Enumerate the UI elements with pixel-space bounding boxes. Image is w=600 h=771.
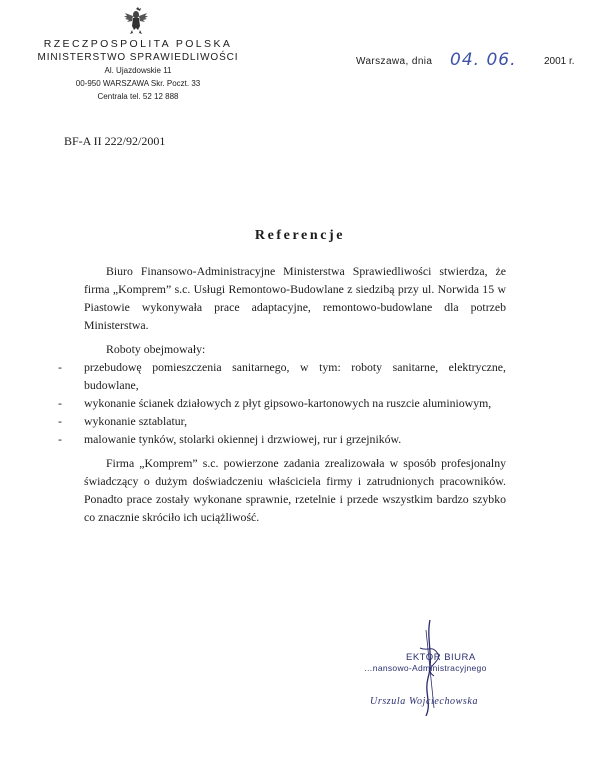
letterhead-street: Al. Ujazdowskie 11 [104,66,172,75]
list-item [58,412,506,430]
reference-number: BF-A II 222/92/2001 [64,134,166,148]
date-label: Warszawa, dnia [356,56,433,67]
paragraph-scope: Roboty obejmowały: [106,342,206,356]
official-stamp [364,652,524,712]
date-handwritten: 04. 06. [450,50,517,70]
list-item [58,430,506,448]
list-dash: - [58,432,62,446]
polish-eagle-emblem-icon [122,6,150,36]
letterhead-ministry: MINISTERSTWO SPRAWIEDLIWOŚCI [37,52,239,63]
list-item [58,394,506,412]
list-item-text: przebudowę pomieszczenia sanitarnego, w tym: roboty sanitarne, elektryczne, budowlane, [84,360,506,392]
letterhead [18,38,258,103]
stamp-signatory: Urszula Wojciechowska [370,696,479,707]
list-dash: - [58,396,62,410]
list-item-text: malowanie tynków, stolarki okiennej i drzwiowej, rur i grzejników. [84,432,402,446]
letterhead-phone: Centrala tel. 52 12 888 [97,92,179,101]
letterhead-country: RZECZPOSPOLITA POLSKA [43,38,233,50]
list-item-text: wykonanie ścianek działowych z płyt gipsowo-kartonowych na ruszcie aluminiowym, [84,396,492,410]
list-dash: - [58,414,62,428]
stamp-office: …nansowo-Administracyjnego [364,663,487,673]
document-title: Referencje [254,228,346,243]
stamp-title: EKTOR BIURA [406,652,476,663]
list-item-text: wykonanie sztablatur, [84,414,188,428]
letterhead-city: 00-950 WARSZAWA Skr. Poczt. 33 [75,79,201,88]
list-dash: - [58,360,62,374]
works-list [58,358,506,448]
document-body [58,262,506,526]
list-item [58,358,506,394]
paragraph-intro: Biuro Finansowo-Administracyjne Ministerstwa Sprawiedliwości stwierdza, że firma „Komprem” s.c. Usługi Remontowo-Budowlane z siedzibą przy ul. Norwida 15 w Piastowie wykonywała prace adaptacyjne, remontowo-budowlane dla potrzeb Ministerstwa. [84,264,506,332]
date-year: 2001 r. [544,56,575,67]
paragraph-assessment: Firma „Komprem” s.c. powierzone zadania zrealizowała w sposób profesjonalny świadczący o dużym doświadczeniu właściciela firmy i zatrudnionych pracowników. Ponadto prace zostały wykonane sprawnie, rzetelnie i przede wszystkim bardzo szybko co znacznie skróciło ich uciążliwość. [84,456,506,524]
